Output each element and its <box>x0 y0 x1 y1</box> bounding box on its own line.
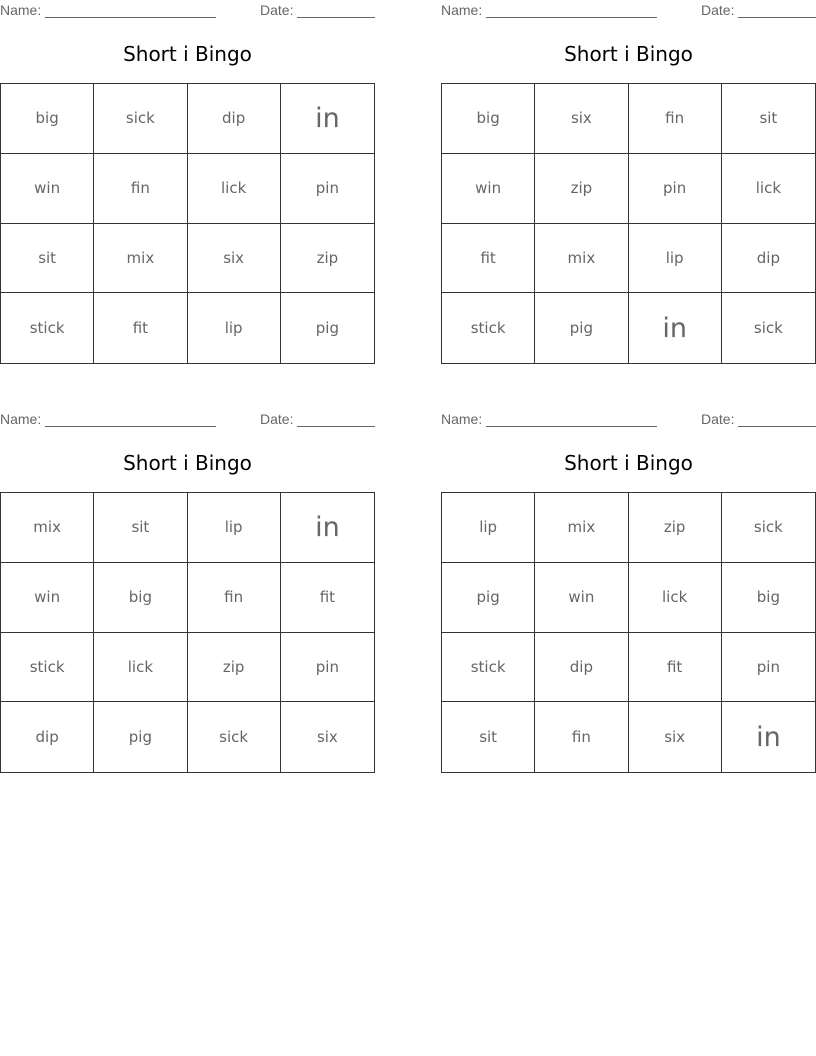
bingo-grid <box>0 492 375 773</box>
bingo-cell: lip <box>442 493 535 563</box>
bingo-cell: pin <box>281 633 374 703</box>
bingo-cell: mix <box>1 493 94 563</box>
card-title: Short i Bingo <box>564 42 693 66</box>
bingo-cell: big <box>1 84 94 154</box>
bingo-cell: sick <box>722 493 815 563</box>
name-line <box>486 17 657 18</box>
bingo-cell: sick <box>188 702 281 772</box>
bingo-cell: sit <box>722 84 815 154</box>
bingo-cell: sick <box>94 84 187 154</box>
bingo-cell: fin <box>94 154 187 224</box>
bingo-cell: lip <box>629 224 722 294</box>
card-title: Short i Bingo <box>123 42 252 66</box>
date-line <box>297 426 375 427</box>
date-label: Date: <box>260 2 294 18</box>
name-line <box>486 426 657 427</box>
bingo-cell: big <box>722 563 815 633</box>
bingo-cell: zip <box>281 224 374 294</box>
bingo-cell: mix <box>94 224 187 294</box>
bingo-cell: in <box>281 84 374 154</box>
bingo-cell: mix <box>535 224 628 294</box>
card-header <box>441 2 816 20</box>
bingo-cell: lick <box>94 633 187 703</box>
date-line <box>738 426 816 427</box>
card-header <box>0 411 375 429</box>
card-header <box>441 411 816 429</box>
date-label: Date: <box>701 2 735 18</box>
bingo-cell: win <box>442 154 535 224</box>
bingo-cell: lip <box>188 493 281 563</box>
bingo-cell: dip <box>188 84 281 154</box>
bingo-cell: pin <box>281 154 374 224</box>
bingo-cell: lick <box>188 154 281 224</box>
bingo-cell: big <box>94 563 187 633</box>
bingo-cell: pin <box>722 633 815 703</box>
name-label: Name: <box>0 411 42 427</box>
bingo-card <box>441 0 816 365</box>
name-line <box>45 426 216 427</box>
name-line <box>45 17 216 18</box>
bingo-cell: fit <box>629 633 722 703</box>
bingo-cell: fit <box>442 224 535 294</box>
bingo-cell: pin <box>629 154 722 224</box>
bingo-cell: lick <box>629 563 722 633</box>
bingo-cell: fit <box>281 563 374 633</box>
bingo-cell: sick <box>753 319 783 338</box>
date-label: Date: <box>260 411 294 427</box>
bingo-cell: dip <box>722 224 815 294</box>
bingo-cell: fin <box>535 702 628 772</box>
bingo-cell: big <box>442 84 535 154</box>
bingo-cell: in <box>281 493 374 563</box>
bingo-cell: win <box>1 563 94 633</box>
bingo-cell: pig <box>535 293 628 363</box>
bingo-cell: mix <box>535 493 628 563</box>
bingo-cell: in <box>629 293 722 363</box>
bingo-cell: dip <box>535 633 628 703</box>
bingo-cell: win <box>535 563 628 633</box>
bingo-cell: fin <box>629 84 722 154</box>
card-title: Short i Bingo <box>123 451 252 475</box>
bingo-grid <box>441 83 816 364</box>
card-header <box>0 2 375 20</box>
date-line <box>297 17 375 18</box>
name-label: Name: <box>0 2 42 18</box>
bingo-cell: fin <box>188 563 281 633</box>
bingo-cell: six <box>629 702 722 772</box>
card-title: Short i Bingo <box>564 451 693 475</box>
bingo-cell: zip <box>188 633 281 703</box>
bingo-cell: win <box>1 154 94 224</box>
bingo-cell: lick <box>722 154 815 224</box>
bingo-card <box>0 409 375 774</box>
bingo-cell: zip <box>629 493 722 563</box>
bingo-cell: stick <box>1 293 94 363</box>
bingo-cell: stick <box>1 633 94 703</box>
bingo-cell: six <box>535 84 628 154</box>
name-label: Name: <box>441 411 483 427</box>
bingo-cell: sit <box>1 224 94 294</box>
bingo-card <box>0 0 375 365</box>
bingo-cell: lip <box>188 293 281 363</box>
bingo-cell: zip <box>535 154 628 224</box>
bingo-cell: six <box>188 224 281 294</box>
bingo-cell: in <box>756 721 781 753</box>
bingo-cell: stick <box>442 633 535 703</box>
bingo-grid <box>441 492 816 773</box>
bingo-cell: pig <box>94 702 187 772</box>
bingo-cell: stick <box>442 293 535 363</box>
bingo-cell: dip <box>1 702 94 772</box>
bingo-cell: sit <box>442 702 535 772</box>
bingo-card <box>441 409 816 774</box>
bingo-cell: six <box>316 728 338 747</box>
date-line <box>738 17 816 18</box>
name-label: Name: <box>441 2 483 18</box>
bingo-cell: pig <box>315 319 339 338</box>
bingo-cell: fit <box>94 293 187 363</box>
bingo-cell: sit <box>94 493 187 563</box>
bingo-grid <box>0 83 375 364</box>
date-label: Date: <box>701 411 735 427</box>
bingo-cell: pig <box>442 563 535 633</box>
